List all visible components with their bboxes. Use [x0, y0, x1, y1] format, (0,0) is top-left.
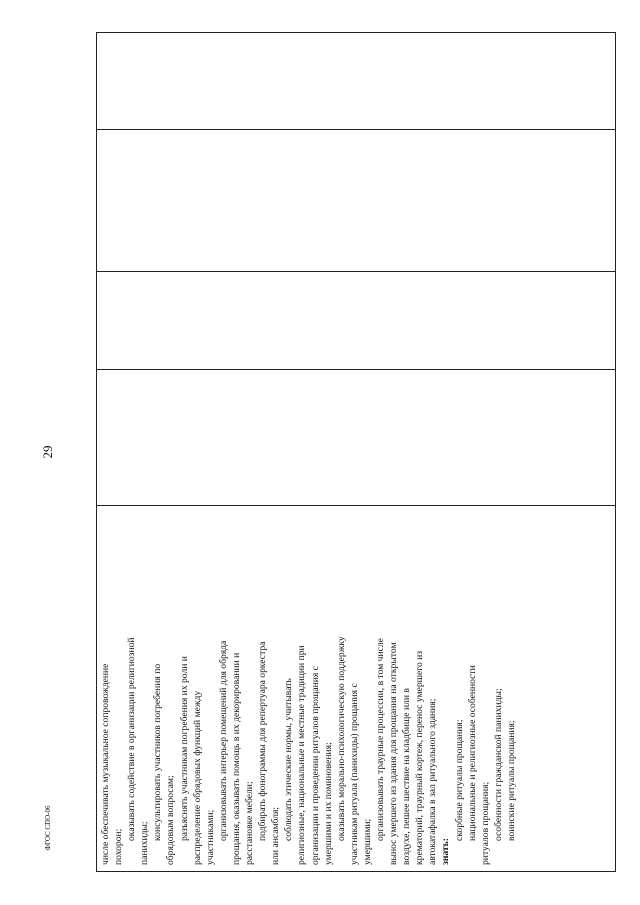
- content-line: организовывать траурные процессии, в том числе: [374, 638, 386, 841]
- table-cell-content: [97, 505, 615, 871]
- content-line: или ансамбля;: [270, 806, 282, 865]
- content-line: оказывать содействие в организации религиозной: [126, 637, 138, 841]
- content-line: ритуалов прощания;: [479, 781, 491, 865]
- content-line: религиозные, национальные и местные традиции при: [296, 645, 308, 865]
- content-line: числе обеспечивать музыкальное сопровождение: [100, 663, 111, 865]
- content-line: подбирать фонограммы для репертуара оркестра: [257, 641, 269, 841]
- table-cell-empty: [97, 33, 615, 129]
- content-line: воинские ритуалы прощания;: [505, 720, 517, 841]
- content-line: национальные и религиозные особенности: [466, 665, 478, 841]
- table-cell-empty: [97, 369, 615, 505]
- content-line: распределение обрядовых функций между: [191, 690, 203, 865]
- content-line: особенности гражданской панихиды;: [492, 688, 504, 841]
- content-line: участникам ритуала (панихиды) прощания с: [348, 683, 360, 865]
- page-number: 29: [40, 445, 55, 459]
- content-line: разъяснять участникам погребения их роли и: [178, 656, 190, 841]
- content-line: панихиды;: [139, 821, 151, 865]
- content-line: соблюдать этические нормы, учитывать: [283, 678, 295, 841]
- content-line: похорон;: [113, 828, 125, 865]
- table-cell-empty: [97, 129, 615, 271]
- table-cell-empty: [97, 271, 615, 369]
- content-line: знать:: [440, 838, 452, 865]
- content-line: умершими и их поминовения;: [322, 742, 334, 865]
- competency-table: [96, 32, 616, 872]
- content-line: участниками;: [204, 809, 216, 865]
- content-line: обрядовым вопросам;: [165, 775, 177, 865]
- content-line: расстановке мебели;: [244, 781, 256, 865]
- content-line: воздухе, пешее шествие на кладбище или в: [401, 688, 413, 865]
- content-line: скорбные ритуалы прощания;: [453, 719, 465, 841]
- content-line: прощания, оказывать помощь в их декорировании и: [230, 652, 242, 865]
- content-line: организации и проведении ритуалов прощания с: [309, 666, 321, 865]
- content-line: вынос умершего из здания для прощания на открытом: [388, 642, 400, 865]
- content-line: крематорий, траурный кортеж, перенос умершего из: [414, 650, 426, 865]
- competency-table-rotated: [96, 32, 616, 872]
- content-line: автокатафалка в зал ритуального здания;: [427, 698, 439, 865]
- content-line: оказывать морально-психологическую поддержку: [335, 636, 347, 841]
- content-line: организовывать интерьер помещений для обряда: [217, 640, 229, 841]
- content-line: консультировать участников погребения по: [152, 663, 164, 841]
- document-footer: ФГОС СПО-06: [44, 805, 52, 851]
- content-line: умершими;: [361, 818, 373, 865]
